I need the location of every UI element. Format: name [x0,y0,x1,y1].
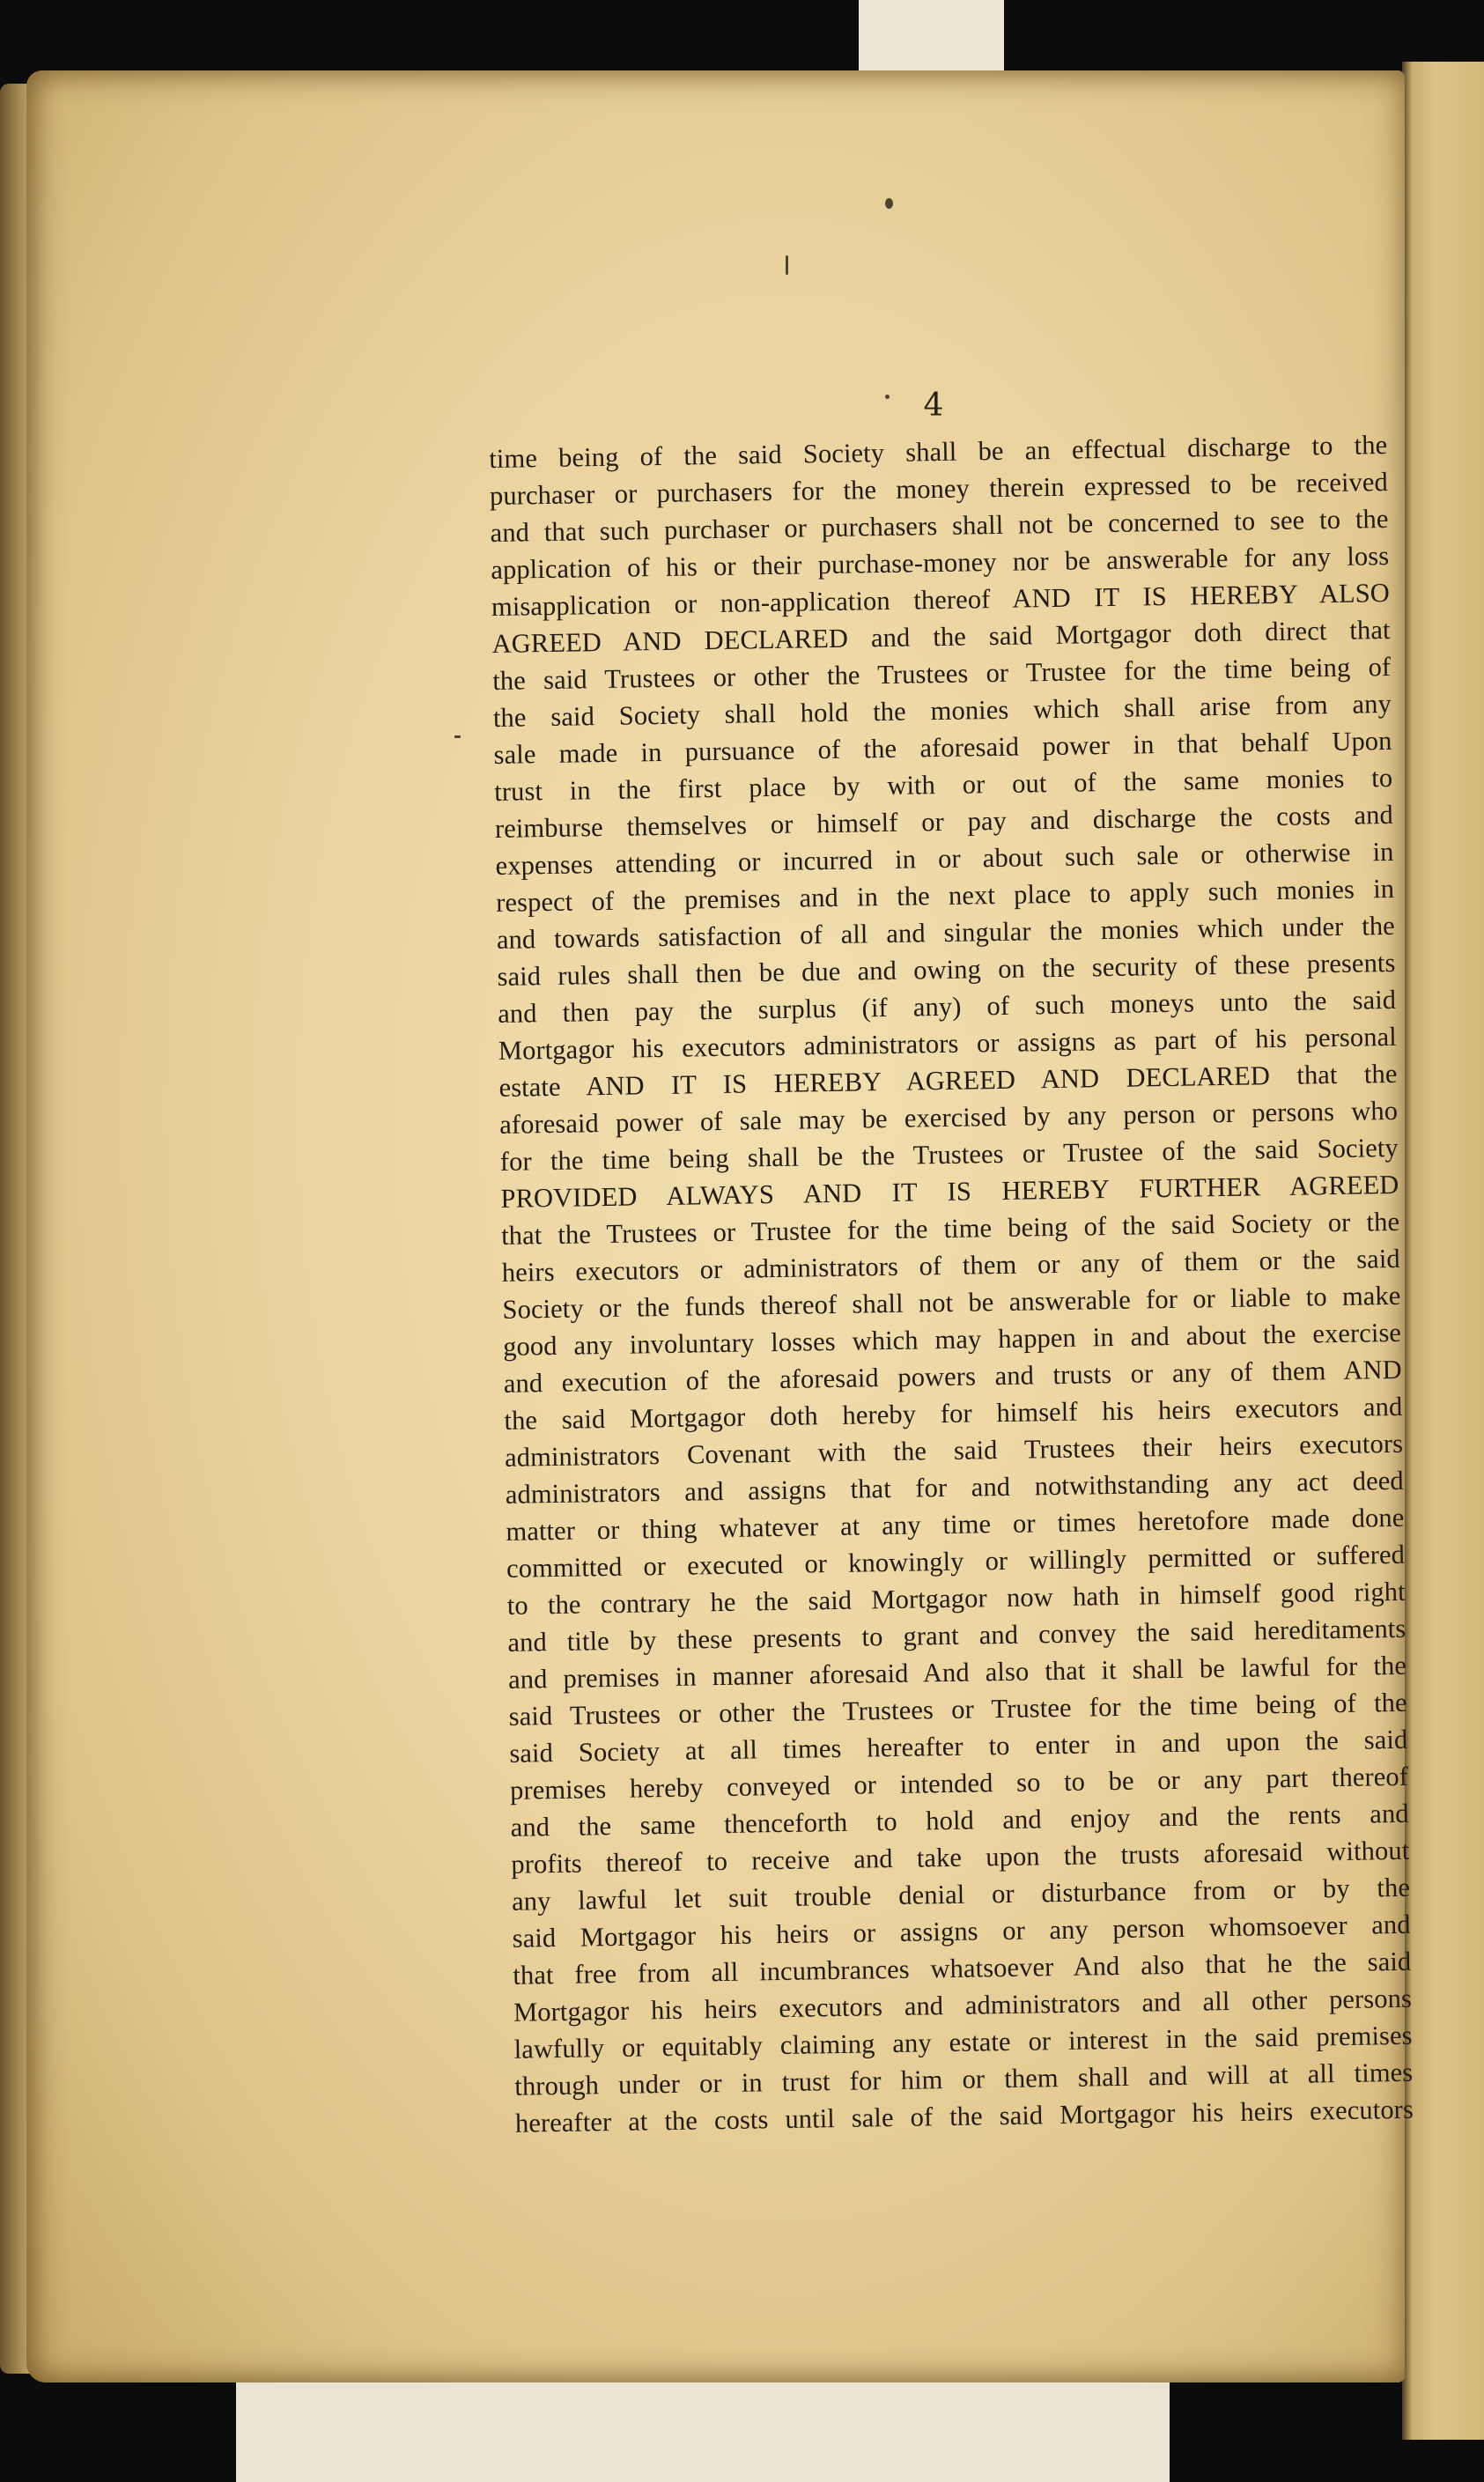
text-line: hereafter at the costs until sale of the said Mortgagor his heirs executors [514,2094,1414,2139]
text-line: through under or in trust for him or them shall and will at all times [514,2057,1414,2102]
text-line: said Mortgagor his heirs or assigns or any person whomsoever and [512,1909,1411,1954]
text-line: Society or the funds thereof shall not be answerable for or liable to make [502,1280,1401,1325]
text-line: to the contrary he the said Mortgagor now hath in himself good right [506,1576,1406,1621]
text-line: that free from all incumbrances whatsoever And also that he the said [513,1946,1412,1991]
text-line: reimburse themselves or himself or pay and discharge the costs and [494,799,1394,844]
text-line: estate AND IT IS HEREBY AGREED AND DECLARED that the [498,1058,1398,1103]
page-number: 4 [923,388,944,424]
text-line: administrators Covenant with the said Trustees their heirs executors [504,1428,1404,1473]
text-line: profits thereof to receive and take upon the trusts aforesaid without [511,1835,1410,1880]
text-line: time being of the said Society shall be an effectual discharge to the [489,429,1388,474]
ink-speck [885,395,890,399]
text-line: respect of the premises and in the next place to apply such monies in [495,873,1395,918]
text-line: the said Mortgagor doth hereby for himself his heirs executors and [504,1391,1403,1436]
text-line: and title by these presents to grant and convey the said hereditaments [507,1613,1406,1658]
text-line: any lawful let suit trouble denial or disturbance from or by the [511,1872,1411,1917]
bottom-paper-scrap [236,2378,1170,2482]
text-line: that the Trustees or Trustee for the time being of the said Society or the [500,1206,1400,1251]
text-line: expenses attending or incurred in or about such sale or otherwise in [495,836,1394,881]
text-line: the said Trustees or other the Trustees or Trustee for the time being of [492,651,1392,696]
text-line: and towards satisfaction of all and singular the monies which under the [496,910,1396,955]
text-line: said rules shall then be due and owing on the security of these presents [497,947,1396,992]
text-line: for the time being shall be the Trustees or Trustee of the said Society [499,1132,1399,1177]
text-line: premises hereby conveyed or intended so to be or any part thereof [509,1761,1409,1806]
text-line: and premises in manner aforesaid And also that it shall be lawful for the [507,1650,1407,1695]
text-line: application of his or their purchase-money nor be answerable for any loss [491,540,1390,585]
text-line: Mortgagor his executors administrators or assigns as part of his personal [498,1021,1398,1066]
text-line: aforesaid power of sale may be exercised by any person or persons who [498,1095,1399,1140]
text-line: committed or executed or knowingly or willingly permitted or suffered [506,1539,1406,1584]
text-line: said Trustees or other the Trustees or Trustee for the time being of the [508,1687,1407,1732]
facing-page-edge [1402,62,1484,2440]
text-line: lawfully or equitably claiming any estate or interest in the said premises [513,2020,1413,2065]
text-line: said Society at all times hereafter to enter in and upon the said [509,1724,1408,1769]
text-line: the said Society shall hold the monies which shall arise from any [492,688,1392,733]
text-line: Mortgagor his heirs executors and administrators and all other persons [513,1983,1413,2028]
document-page [26,70,1414,2382]
text-line: AGREED AND DECLARED and the said Mortgagor doth direct that [491,614,1391,659]
text-line: purchaser or purchasers for the money therein expressed to be received [489,466,1389,511]
text-line: administrators and assigns that for and notwithstanding any act deed [505,1465,1404,1510]
deed-text-block [489,426,1414,2142]
text-line: misapplication or non-application thereof AND IT IS HEREBY ALSO [491,577,1391,622]
text-line: and that such purchaser or purchasers shall not be concerned to see to the [490,503,1389,548]
top-paper-scrap [859,0,1004,79]
text-line: sale made in pursuance of the aforesaid power in that behalf Upon [493,725,1392,770]
text-line: and execution of the aforesaid powers and trusts or any of them AND [503,1354,1402,1399]
text-line: good any involuntary losses which may happen in and about the exercise [502,1317,1402,1362]
text-line: heirs executors or administrators of them or any of them or the said [501,1243,1400,1288]
text-line: matter or thing whatever at any time or times heretofore made done [506,1502,1405,1547]
ink-speck [885,198,893,209]
text-line: PROVIDED ALWAYS AND IT IS HEREBY FURTHER AGREED [500,1169,1399,1214]
text-line: and then pay the surplus (if any) of such moneys unto the said [497,984,1397,1029]
ink-speck [454,735,461,738]
text-line: trust in the first place by with or out of the same monies to [494,762,1393,807]
ink-speck [786,255,788,275]
text-line: and the same thenceforth to hold and enjoy and the rents and [510,1798,1409,1843]
